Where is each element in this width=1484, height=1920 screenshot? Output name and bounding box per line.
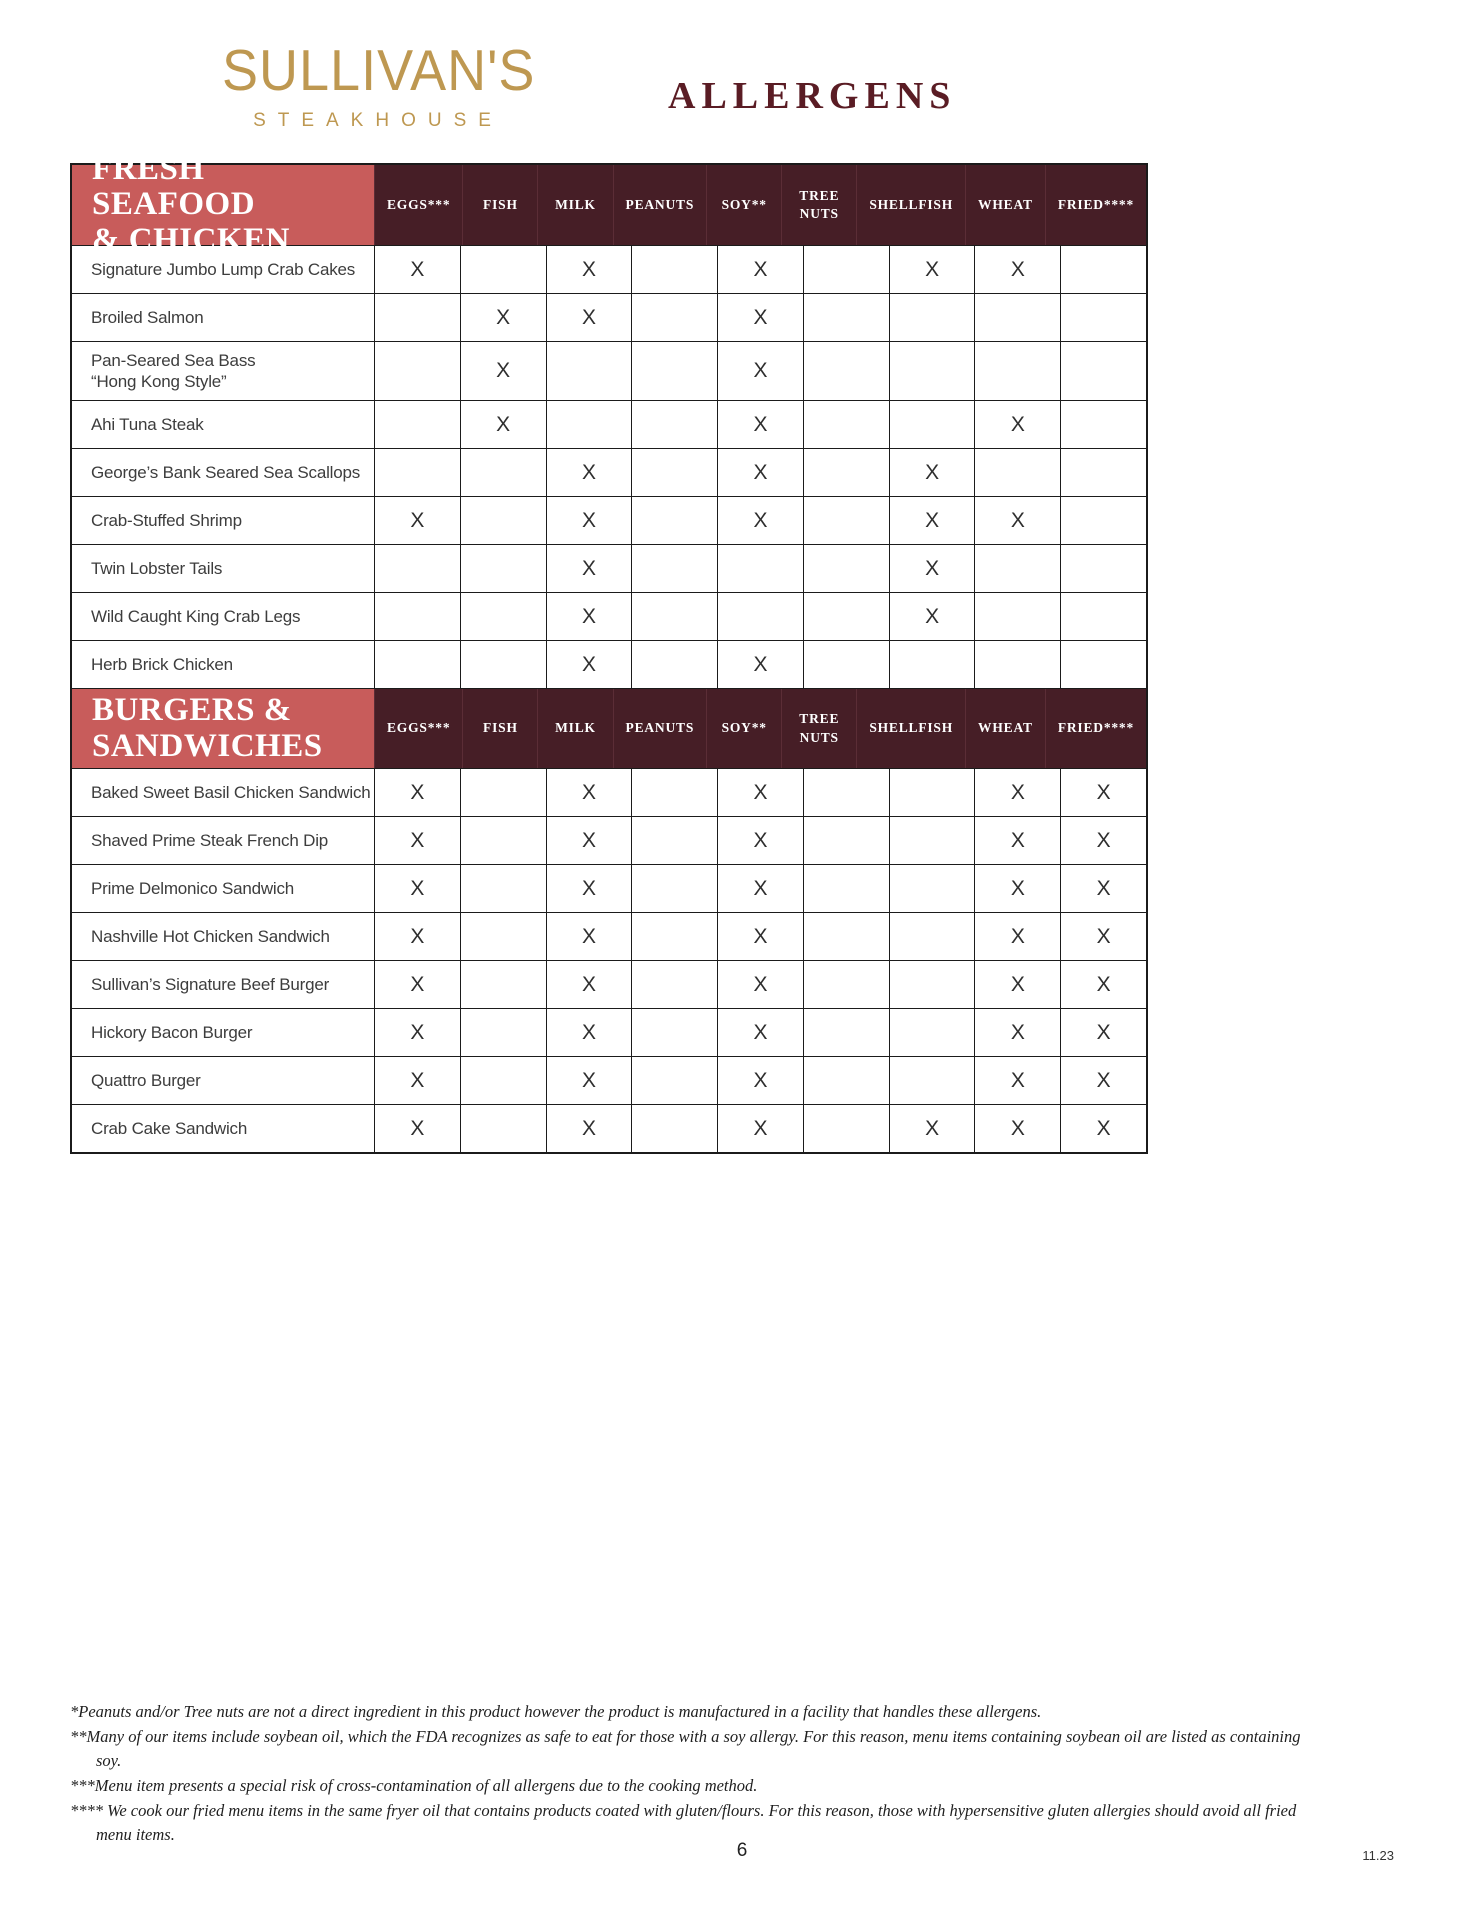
table-row	[72, 245, 1146, 293]
version-label: 11.23	[1362, 1848, 1394, 1863]
mark-cell-shellfish	[889, 1009, 975, 1056]
column-header-soy: SOY**	[706, 165, 781, 245]
mark-cell-shellfish	[889, 769, 975, 816]
mark-cell-wheat: X	[974, 1009, 1060, 1056]
mark-cell-soy: X	[717, 769, 803, 816]
mark-cell-milk	[546, 342, 632, 400]
mark-cell-milk: X	[546, 246, 632, 293]
mark-cell-shellfish: X	[889, 497, 975, 544]
mark-cell-tree-nuts	[803, 769, 889, 816]
mark-cell-soy: X	[717, 641, 803, 688]
mark-cell-peanuts	[631, 913, 717, 960]
table-header-row-burgers-sandwiches	[72, 688, 1146, 768]
footnote: **Many of our items include soybean oil, which the FDA recognizes as safe to eat for those with a soy allergy. For this reason, menu items containing soybean oil are listed as containing soy.	[70, 1727, 1301, 1770]
mark-cell-peanuts	[631, 865, 717, 912]
table-row	[72, 640, 1146, 688]
mark-cell-fried	[1060, 246, 1146, 293]
mark-cell-eggs	[374, 641, 460, 688]
mark-cell-tree-nuts	[803, 497, 889, 544]
table-row	[72, 448, 1146, 496]
column-header-fried: FRIED****	[1045, 689, 1146, 768]
mark-cell-eggs: X	[374, 1105, 460, 1152]
mark-cell-wheat	[974, 641, 1060, 688]
mark-cell-wheat: X	[974, 817, 1060, 864]
mark-cell-wheat	[974, 342, 1060, 400]
mark-cell-fried: X	[1060, 1057, 1146, 1104]
table-row	[72, 400, 1146, 448]
mark-cell-milk: X	[546, 1057, 632, 1104]
mark-cell-fish	[460, 769, 546, 816]
mark-cell-fish	[460, 913, 546, 960]
mark-cell-wheat: X	[974, 913, 1060, 960]
item-name: Shaved Prime Steak French Dip	[91, 831, 329, 850]
mark-cell-shellfish	[889, 1057, 975, 1104]
mark-cell-peanuts	[631, 545, 717, 592]
item-name: Crab-Stuffed Shrimp	[91, 511, 242, 530]
mark-cell-peanuts	[631, 449, 717, 496]
mark-cell-wheat	[974, 593, 1060, 640]
mark-cell-fried	[1060, 449, 1146, 496]
item-name: Nashville Hot Chicken Sandwich	[91, 927, 330, 946]
column-header-soy: SOY**	[706, 689, 781, 768]
mark-cell-milk: X	[546, 545, 632, 592]
item-name: Signature Jumbo Lump Crab Cakes	[91, 260, 356, 279]
table-row	[72, 864, 1146, 912]
mark-cell-fish	[460, 1009, 546, 1056]
mark-cell-peanuts	[631, 961, 717, 1008]
mark-cell-shellfish	[889, 865, 975, 912]
mark-cell-wheat: X	[974, 865, 1060, 912]
mark-cell-fried	[1060, 545, 1146, 592]
mark-cell-soy: X	[717, 246, 803, 293]
mark-cell-fish: X	[460, 294, 546, 341]
mark-cell-shellfish	[889, 817, 975, 864]
mark-cell-peanuts	[631, 641, 717, 688]
mark-cell-wheat: X	[974, 961, 1060, 1008]
mark-cell-milk: X	[546, 593, 632, 640]
mark-cell-wheat: X	[974, 1105, 1060, 1152]
brand-logo	[222, 39, 536, 132]
mark-cell-soy: X	[717, 1105, 803, 1152]
mark-cell-fried	[1060, 342, 1146, 400]
item-name: Prime Delmonico Sandwich	[91, 879, 295, 898]
column-header-tree-nuts: TREE NUTS	[781, 165, 856, 245]
item-name: Broiled Salmon	[91, 308, 204, 327]
column-header-shellfish: SHELLFISH	[856, 689, 965, 768]
mark-cell-tree-nuts	[803, 641, 889, 688]
mark-cell-wheat: X	[974, 769, 1060, 816]
mark-cell-tree-nuts	[803, 865, 889, 912]
mark-cell-milk: X	[546, 449, 632, 496]
mark-cell-milk: X	[546, 497, 632, 544]
mark-cell-fish: X	[460, 342, 546, 400]
mark-cell-soy: X	[717, 913, 803, 960]
mark-cell-milk: X	[546, 913, 632, 960]
mark-cell-milk: X	[546, 294, 632, 341]
mark-cell-fish: X	[460, 401, 546, 448]
item-name: Crab Cake Sandwich	[91, 1119, 248, 1138]
mark-cell-fried: X	[1060, 817, 1146, 864]
table-row	[72, 960, 1146, 1008]
mark-cell-fried	[1060, 641, 1146, 688]
mark-cell-tree-nuts	[803, 1057, 889, 1104]
mark-cell-shellfish	[889, 342, 975, 400]
mark-cell-eggs	[374, 401, 460, 448]
mark-cell-milk: X	[546, 769, 632, 816]
mark-cell-shellfish	[889, 294, 975, 341]
mark-cell-eggs	[374, 545, 460, 592]
mark-cell-soy: X	[717, 817, 803, 864]
mark-cell-wheat: X	[974, 497, 1060, 544]
mark-cell-tree-nuts	[803, 401, 889, 448]
mark-cell-fried	[1060, 294, 1146, 341]
mark-cell-peanuts	[631, 497, 717, 544]
mark-cell-eggs	[374, 342, 460, 400]
mark-cell-tree-nuts	[803, 913, 889, 960]
mark-cell-eggs: X	[374, 1009, 460, 1056]
mark-cell-fried: X	[1060, 1009, 1146, 1056]
mark-cell-fish	[460, 545, 546, 592]
mark-cell-tree-nuts	[803, 545, 889, 592]
mark-cell-milk: X	[546, 1009, 632, 1056]
mark-cell-shellfish: X	[889, 449, 975, 496]
mark-cell-shellfish: X	[889, 246, 975, 293]
column-header-eggs: EGGS***	[374, 165, 462, 245]
item-name: Herb Brick Chicken	[91, 655, 233, 674]
page-title: ALLERGENS	[668, 75, 957, 117]
mark-cell-fried: X	[1060, 769, 1146, 816]
table-row	[72, 768, 1146, 816]
column-header-tree-nuts: TREE NUTS	[781, 689, 856, 768]
mark-cell-fish	[460, 593, 546, 640]
table-row	[72, 816, 1146, 864]
mark-cell-peanuts	[631, 246, 717, 293]
mark-cell-peanuts	[631, 294, 717, 341]
mark-cell-eggs: X	[374, 913, 460, 960]
mark-cell-milk: X	[546, 865, 632, 912]
column-header-milk: MILK	[537, 165, 612, 245]
mark-cell-eggs: X	[374, 961, 460, 1008]
mark-cell-eggs: X	[374, 1057, 460, 1104]
mark-cell-fried: X	[1060, 961, 1146, 1008]
column-header-wheat: WHEAT	[965, 689, 1045, 768]
mark-cell-fish	[460, 246, 546, 293]
mark-cell-eggs: X	[374, 865, 460, 912]
table-row	[72, 1056, 1146, 1104]
mark-cell-peanuts	[631, 1057, 717, 1104]
mark-cell-peanuts	[631, 817, 717, 864]
table-row	[72, 544, 1146, 592]
mark-cell-fish	[460, 865, 546, 912]
mark-cell-eggs	[374, 593, 460, 640]
mark-cell-shellfish	[889, 401, 975, 448]
mark-cell-milk: X	[546, 817, 632, 864]
table-section-title: BURGERS & SANDWICHES	[72, 689, 374, 768]
item-name: George’s Bank Seared Sea Scallops	[91, 463, 361, 482]
mark-cell-shellfish	[889, 641, 975, 688]
mark-cell-soy	[717, 593, 803, 640]
mark-cell-tree-nuts	[803, 593, 889, 640]
mark-cell-fried	[1060, 497, 1146, 544]
mark-cell-shellfish: X	[889, 545, 975, 592]
mark-cell-wheat: X	[974, 1057, 1060, 1104]
mark-cell-soy: X	[717, 294, 803, 341]
column-header-wheat: WHEAT	[965, 165, 1045, 245]
mark-cell-peanuts	[631, 1009, 717, 1056]
mark-cell-eggs	[374, 449, 460, 496]
table-row	[72, 1008, 1146, 1056]
mark-cell-soy: X	[717, 497, 803, 544]
mark-cell-eggs: X	[374, 817, 460, 864]
mark-cell-fish	[460, 641, 546, 688]
page-number: 6	[736, 1840, 748, 1861]
column-header-peanuts: PEANUTS	[613, 689, 707, 768]
table-section-title: FRESH SEAFOOD & CHICKEN	[72, 165, 374, 245]
mark-cell-peanuts	[631, 593, 717, 640]
item-name: Sullivan’s Signature Beef Burger	[91, 975, 330, 994]
mark-cell-tree-nuts	[803, 342, 889, 400]
mark-cell-eggs	[374, 294, 460, 341]
mark-cell-soy: X	[717, 401, 803, 448]
mark-cell-fish	[460, 497, 546, 544]
footnote: ***Menu item presents a special risk of cross-contamination of all allergens due to the cooking method.	[70, 1776, 758, 1795]
mark-cell-tree-nuts	[803, 1105, 889, 1152]
table-row	[72, 912, 1146, 960]
mark-cell-fried	[1060, 401, 1146, 448]
mark-cell-soy: X	[717, 1009, 803, 1056]
mark-cell-peanuts	[631, 769, 717, 816]
mark-cell-eggs: X	[374, 246, 460, 293]
mark-cell-fried: X	[1060, 913, 1146, 960]
brand-name: SULLIVAN'S	[222, 39, 536, 103]
mark-cell-shellfish: X	[889, 593, 975, 640]
mark-cell-wheat	[974, 449, 1060, 496]
mark-cell-milk	[546, 401, 632, 448]
table-row	[72, 1104, 1146, 1152]
footnote: *Peanuts and/or Tree nuts are not a direct ingredient in this product however the product is manufactured in a facility that handles these allergens.	[70, 1702, 1042, 1721]
column-header-fish: FISH	[462, 689, 537, 768]
mark-cell-tree-nuts	[803, 961, 889, 1008]
footnotes	[70, 1700, 1310, 1848]
mark-cell-peanuts	[631, 342, 717, 400]
mark-cell-fried	[1060, 593, 1146, 640]
mark-cell-soy: X	[717, 1057, 803, 1104]
mark-cell-soy: X	[717, 342, 803, 400]
column-header-peanuts: PEANUTS	[613, 165, 707, 245]
table-row	[72, 341, 1146, 400]
mark-cell-fish	[460, 1057, 546, 1104]
mark-cell-soy: X	[717, 961, 803, 1008]
mark-cell-tree-nuts	[803, 817, 889, 864]
item-name: Pan-Seared Sea Bass “Hong Kong Style”	[91, 351, 256, 391]
column-header-shellfish: SHELLFISH	[856, 165, 965, 245]
item-name: Quattro Burger	[91, 1071, 201, 1090]
mark-cell-fried: X	[1060, 865, 1146, 912]
mark-cell-eggs: X	[374, 497, 460, 544]
mark-cell-peanuts	[631, 1105, 717, 1152]
footnote: **** We cook our fried menu items in the same fryer oil that contains products coated with gluten/flours. For this reason, those with hypersensitive gluten allergies should avoid all fried menu items.	[70, 1801, 1297, 1844]
mark-cell-milk: X	[546, 961, 632, 1008]
mark-cell-wheat	[974, 294, 1060, 341]
mark-cell-tree-nuts	[803, 449, 889, 496]
mark-cell-shellfish: X	[889, 1105, 975, 1152]
item-name: Baked Sweet Basil Chicken Sandwich	[91, 783, 371, 802]
column-header-fried: FRIED****	[1045, 165, 1146, 245]
brand-subtitle: STEAKHOUSE	[253, 110, 503, 131]
mark-cell-tree-nuts	[803, 246, 889, 293]
allergen-tables	[70, 150, 1148, 1154]
column-header-eggs: EGGS***	[374, 689, 462, 768]
mark-cell-wheat: X	[974, 401, 1060, 448]
mark-cell-fish	[460, 449, 546, 496]
mark-cell-fish	[460, 817, 546, 864]
mark-cell-milk: X	[546, 641, 632, 688]
mark-cell-soy: X	[717, 449, 803, 496]
mark-cell-eggs: X	[374, 769, 460, 816]
mark-cell-peanuts	[631, 401, 717, 448]
table-row	[72, 293, 1146, 341]
mark-cell-fried: X	[1060, 1105, 1146, 1152]
item-name: Ahi Tuna Steak	[91, 415, 204, 434]
column-header-fish: FISH	[462, 165, 537, 245]
mark-cell-fish	[460, 1105, 546, 1152]
mark-cell-fish	[460, 961, 546, 1008]
mark-cell-tree-nuts	[803, 1009, 889, 1056]
item-name: Wild Caught King Crab Legs	[91, 607, 301, 626]
item-name: Twin Lobster Tails	[91, 559, 223, 578]
mark-cell-wheat	[974, 545, 1060, 592]
mark-cell-tree-nuts	[803, 294, 889, 341]
mark-cell-soy: X	[717, 865, 803, 912]
mark-cell-shellfish	[889, 913, 975, 960]
item-name: Hickory Bacon Burger	[91, 1023, 253, 1042]
table-row	[72, 496, 1146, 544]
mark-cell-shellfish	[889, 961, 975, 1008]
table-header-row-fresh-seafood-chicken	[72, 150, 1146, 258]
mark-cell-wheat: X	[974, 246, 1060, 293]
column-header-milk: MILK	[537, 689, 612, 768]
mark-cell-soy	[717, 545, 803, 592]
table-row	[72, 592, 1146, 640]
mark-cell-milk: X	[546, 1105, 632, 1152]
